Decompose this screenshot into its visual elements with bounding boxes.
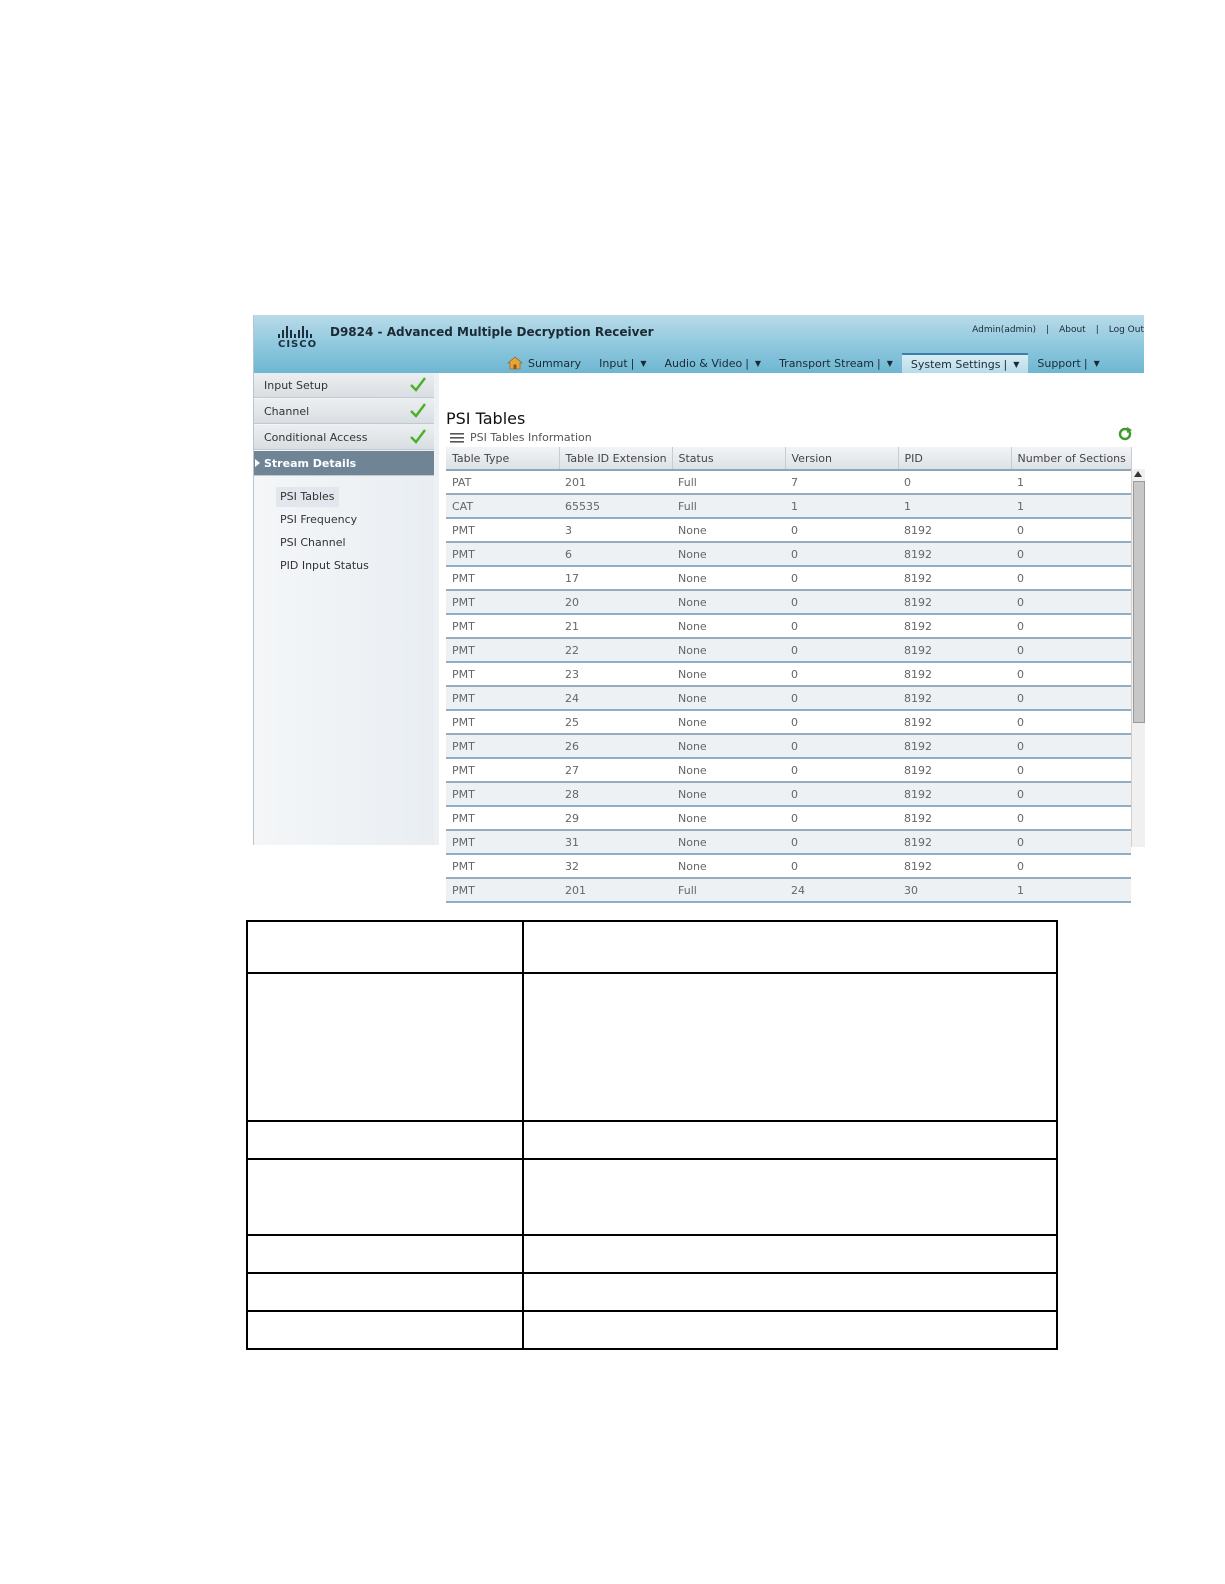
- table-cell: 24: [559, 686, 672, 710]
- user-name: Admin(admin): [972, 325, 1037, 335]
- table-cell: 0: [1011, 758, 1131, 782]
- table-cell: PMT: [446, 806, 559, 830]
- table-cell: 0: [785, 638, 898, 662]
- table-cell: None: [672, 542, 785, 566]
- table-cell: 0: [1011, 854, 1131, 878]
- sidebar-item-stream-details[interactable]: [254, 451, 434, 476]
- separator: |: [630, 356, 635, 370]
- check-icon: [410, 429, 426, 443]
- table-cell: 0: [785, 542, 898, 566]
- table-cell: 0: [785, 518, 898, 542]
- nav-support-label: Support: [1037, 356, 1081, 370]
- table-cell: 8192: [898, 542, 1011, 566]
- table-row[interactable]: [446, 590, 1131, 614]
- table-cell: None: [672, 734, 785, 758]
- table-cell: 22: [559, 638, 672, 662]
- table-cell: None: [672, 686, 785, 710]
- nav-support[interactable]: [1028, 353, 1108, 373]
- sidebar: [254, 373, 435, 845]
- chevron-down-icon[interactable]: ▼: [640, 358, 647, 368]
- separator: |: [1046, 325, 1050, 335]
- table-cell: 8192: [898, 854, 1011, 878]
- table-row[interactable]: [446, 518, 1131, 542]
- nav-audio-video[interactable]: [656, 353, 771, 373]
- table-row[interactable]: [446, 638, 1131, 662]
- table-cell: 0: [1011, 686, 1131, 710]
- table-header-row: [446, 447, 1131, 470]
- sidebar-subitem-psi-channel[interactable]: PSI Channel: [280, 536, 346, 549]
- table-body: [446, 470, 1131, 902]
- table-cell: 0: [785, 854, 898, 878]
- nav-input-label: Input: [599, 356, 628, 370]
- sidebar-item-label: Channel: [264, 404, 310, 418]
- table-cell: PMT: [446, 614, 559, 638]
- table-row: [247, 1311, 1057, 1349]
- table-row: [247, 1121, 1057, 1159]
- table-cell: 8192: [898, 758, 1011, 782]
- sidebar-item-conditional-access[interactable]: [254, 425, 434, 450]
- table-cell: CAT: [446, 494, 559, 518]
- table-row[interactable]: [446, 806, 1131, 830]
- table-cell: PMT: [446, 854, 559, 878]
- table-cell: PMT: [446, 518, 559, 542]
- sidebar-subitem-psi-tables[interactable]: PSI Tables: [276, 487, 339, 507]
- top-nav: [499, 353, 1109, 373]
- home-icon: [508, 357, 522, 369]
- table-cell: PMT: [446, 566, 559, 590]
- table-row[interactable]: [446, 734, 1131, 758]
- table-cell: None: [672, 854, 785, 878]
- column-header[interactable]: Status: [672, 447, 785, 470]
- table-cell: 27: [559, 758, 672, 782]
- table-cell: 8192: [898, 590, 1011, 614]
- table-cell: 0: [785, 614, 898, 638]
- table-cell: [247, 1159, 523, 1235]
- scroll-up-icon[interactable]: [1134, 471, 1142, 477]
- table-cell: 1: [1011, 470, 1131, 494]
- table-cell: None: [672, 806, 785, 830]
- table-cell: [247, 1235, 523, 1273]
- column-header[interactable]: PID: [898, 447, 1011, 470]
- table-cell: 1: [785, 494, 898, 518]
- section-header[interactable]: [450, 431, 592, 444]
- table-cell: PMT: [446, 710, 559, 734]
- table-row[interactable]: [446, 758, 1131, 782]
- table-cell: Full: [672, 494, 785, 518]
- table-row[interactable]: [446, 470, 1131, 494]
- table-row[interactable]: [446, 878, 1131, 902]
- header-banner: [254, 315, 1144, 373]
- table-cell: PMT: [446, 662, 559, 686]
- table-cell: 8192: [898, 518, 1011, 542]
- data-table: [446, 447, 1132, 903]
- table-cell: 0: [785, 662, 898, 686]
- table-row[interactable]: [446, 830, 1131, 854]
- table-cell: 21: [559, 614, 672, 638]
- screenshot-frame: [253, 315, 1144, 897]
- table-cell: PMT: [446, 686, 559, 710]
- about-link[interactable]: About: [1059, 325, 1086, 335]
- table-cell: 0: [1011, 830, 1131, 854]
- user-links: [972, 325, 1144, 335]
- menu-icon: [450, 433, 464, 443]
- table-cell: 8192: [898, 806, 1011, 830]
- table-cell: 0: [1011, 782, 1131, 806]
- table-cell: PMT: [446, 758, 559, 782]
- table-row: [247, 1159, 1057, 1235]
- table-row[interactable]: [446, 494, 1131, 518]
- table-cell: 1: [1011, 494, 1131, 518]
- table-row[interactable]: [446, 542, 1131, 566]
- nav-input[interactable]: [590, 353, 655, 373]
- column-header[interactable]: Version: [785, 447, 898, 470]
- table-cell: [523, 1273, 1057, 1311]
- table-row[interactable]: [446, 782, 1131, 806]
- table-cell: 0: [1011, 806, 1131, 830]
- table-cell: None: [672, 782, 785, 806]
- column-header[interactable]: Number of Sections: [1011, 447, 1131, 470]
- table-cell: [247, 1311, 523, 1349]
- nav-summary[interactable]: [499, 353, 590, 373]
- scrollbar-thumb[interactable]: [1133, 481, 1145, 723]
- table-cell: PMT: [446, 734, 559, 758]
- table-cell: None: [672, 638, 785, 662]
- vertical-scrollbar[interactable]: [1131, 469, 1145, 847]
- table-cell: 0: [1011, 734, 1131, 758]
- table-cell: PMT: [446, 542, 559, 566]
- table-cell: [247, 1121, 523, 1159]
- table-cell: [523, 973, 1057, 1121]
- table-cell: 0: [785, 590, 898, 614]
- sidebar-subitems: [276, 485, 373, 579]
- column-header[interactable]: Table ID Extension: [559, 447, 672, 470]
- table-row: [247, 1235, 1057, 1273]
- table-cell: Full: [672, 470, 785, 494]
- table-cell: 8192: [898, 662, 1011, 686]
- table-cell: 201: [559, 470, 672, 494]
- table-cell: 0: [785, 758, 898, 782]
- document-table: [246, 920, 1058, 1350]
- nav-transport-stream[interactable]: [770, 353, 902, 373]
- separator: |: [876, 356, 881, 370]
- table-cell: None: [672, 614, 785, 638]
- table-cell: None: [672, 662, 785, 686]
- table-cell: 0: [785, 686, 898, 710]
- separator: |: [1095, 325, 1099, 335]
- table-cell: 0: [785, 806, 898, 830]
- table-cell: [247, 973, 523, 1121]
- table-cell: 8192: [898, 782, 1011, 806]
- table-cell: PMT: [446, 878, 559, 902]
- table-cell: PMT: [446, 830, 559, 854]
- sidebar-item-channel[interactable]: [254, 399, 434, 424]
- table-cell: 8192: [898, 830, 1011, 854]
- table-cell: 1: [898, 494, 1011, 518]
- nav-audio-video-label: Audio & Video: [664, 356, 743, 370]
- sidebar-subitem-pid-input-status[interactable]: PID Input Status: [280, 559, 369, 572]
- table-cell: [523, 1159, 1057, 1235]
- table-cell: 0: [1011, 638, 1131, 662]
- column-header[interactable]: Table Type: [446, 447, 559, 470]
- logout-link[interactable]: Log Out: [1108, 325, 1144, 335]
- table-cell: [247, 1273, 523, 1311]
- table-cell: 23: [559, 662, 672, 686]
- nav-transport-stream-label: Transport Stream: [779, 356, 874, 370]
- table-cell: [247, 921, 523, 973]
- check-icon: [410, 377, 426, 391]
- table-cell: 0: [1011, 614, 1131, 638]
- product-title: D9824 - Advanced Multiple Decryption Receiver: [330, 325, 654, 339]
- table-row[interactable]: [446, 854, 1131, 878]
- table-cell: 8192: [898, 686, 1011, 710]
- table-row[interactable]: [446, 566, 1131, 590]
- table-cell: 1: [1011, 878, 1131, 902]
- table-cell: 65535: [559, 494, 672, 518]
- sidebar-item-label: Conditional Access: [264, 430, 368, 444]
- table-cell: 8192: [898, 566, 1011, 590]
- table-cell: 201: [559, 878, 672, 902]
- table-cell: 0: [785, 566, 898, 590]
- table-cell: PMT: [446, 590, 559, 614]
- table-cell: Full: [672, 878, 785, 902]
- cisco-logo: [278, 326, 322, 352]
- table-row[interactable]: [446, 710, 1131, 734]
- table-cell: PAT: [446, 470, 559, 494]
- table-cell: 17: [559, 566, 672, 590]
- table-cell: 0: [785, 710, 898, 734]
- check-icon: [410, 403, 426, 417]
- sidebar-item-label: Stream Details: [264, 456, 357, 470]
- table-cell: 8192: [898, 614, 1011, 638]
- table-cell: 30: [898, 878, 1011, 902]
- table-cell: 24: [785, 878, 898, 902]
- chevron-down-icon[interactable]: ▼: [754, 358, 762, 368]
- table-cell: 0: [1011, 518, 1131, 542]
- chevron-down-icon[interactable]: ▼: [886, 358, 893, 368]
- separator: |: [1003, 357, 1008, 371]
- nav-system-settings[interactable]: [902, 353, 1029, 373]
- table-cell: 6: [559, 542, 672, 566]
- table-cell: 28: [559, 782, 672, 806]
- table-cell: 0: [1011, 710, 1131, 734]
- table-cell: [523, 1311, 1057, 1349]
- table-cell: 0: [785, 782, 898, 806]
- table-row[interactable]: [446, 662, 1131, 686]
- table-cell: 0: [1011, 590, 1131, 614]
- table-cell: 0: [1011, 542, 1131, 566]
- psi-tables-grid: [446, 447, 1144, 897]
- table-cell: None: [672, 590, 785, 614]
- table-cell: 0: [1011, 662, 1131, 686]
- separator: |: [745, 356, 749, 370]
- table-row: [247, 973, 1057, 1121]
- table-cell: [523, 1235, 1057, 1273]
- table-cell: 0: [898, 470, 1011, 494]
- table-cell: None: [672, 566, 785, 590]
- table-row: [247, 1273, 1057, 1311]
- panel-splitter[interactable]: [434, 373, 439, 845]
- table-cell: 7: [785, 470, 898, 494]
- sidebar-item-label: Input Setup: [264, 378, 328, 392]
- table-cell: 31: [559, 830, 672, 854]
- main-content: [440, 373, 1144, 897]
- table-cell: 8192: [898, 734, 1011, 758]
- page-title: PSI Tables: [446, 409, 526, 428]
- section-header-label: PSI Tables Information: [470, 431, 592, 444]
- table-cell: None: [672, 518, 785, 542]
- table-cell: PMT: [446, 782, 559, 806]
- table-cell: [523, 1121, 1057, 1159]
- table-cell: [523, 921, 1057, 973]
- table-row: [247, 921, 1057, 973]
- table-cell: 26: [559, 734, 672, 758]
- sidebar-item-input-setup[interactable]: [254, 373, 434, 398]
- table-cell: None: [672, 830, 785, 854]
- table-cell: 32: [559, 854, 672, 878]
- nav-summary-label: Summary: [528, 356, 582, 370]
- chevron-down-icon[interactable]: ▼: [1013, 359, 1020, 369]
- table-row[interactable]: [446, 686, 1131, 710]
- brand-name: CISCO: [278, 339, 318, 350]
- table-cell: 20: [559, 590, 672, 614]
- table-cell: 8192: [898, 710, 1011, 734]
- refresh-icon[interactable]: [1118, 427, 1132, 441]
- table-cell: PMT: [446, 638, 559, 662]
- table-cell: 0: [1011, 566, 1131, 590]
- table-cell: None: [672, 758, 785, 782]
- table-row[interactable]: [446, 614, 1131, 638]
- nav-system-settings-label: System Settings: [910, 357, 1001, 371]
- chevron-down-icon[interactable]: ▼: [1093, 358, 1100, 368]
- table-cell: 3: [559, 518, 672, 542]
- table-cell: 0: [785, 734, 898, 758]
- table-cell: 8192: [898, 638, 1011, 662]
- sidebar-subitem-psi-frequency[interactable]: PSI Frequency: [280, 513, 358, 526]
- separator: |: [1083, 356, 1088, 370]
- table-cell: 0: [785, 830, 898, 854]
- table-cell: None: [672, 710, 785, 734]
- table-cell: 29: [559, 806, 672, 830]
- table-cell: 25: [559, 710, 672, 734]
